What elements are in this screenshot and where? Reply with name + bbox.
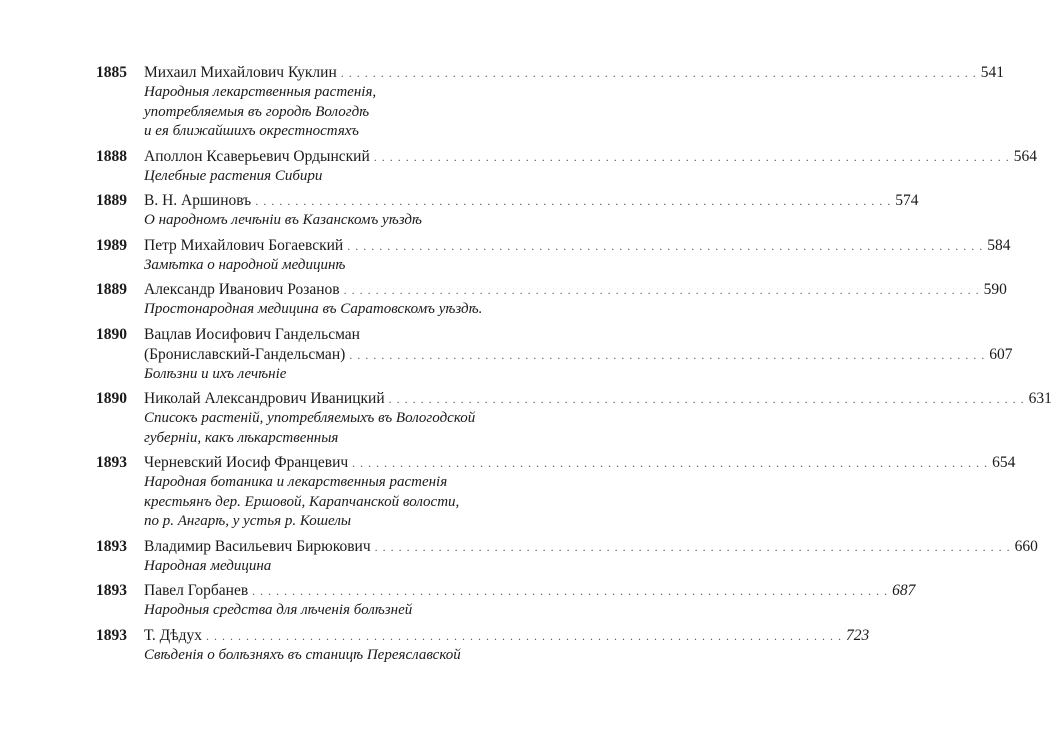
toc-entry	[96, 236, 1011, 276]
dot-leader: . . . . . . . . . . . . . . . . . . . . . . . . . . . . . . . . . . . . . . . . . . . . . . . . . . . . . . . . . . . . . . . . . . . . . . . . . . . . . . . .	[349, 347, 986, 362]
entry-year: 1893	[96, 582, 127, 599]
work-title: Народныя средства для лѣченія болѣзней	[144, 602, 413, 618]
entry-year: 1893	[96, 454, 127, 471]
toc-entry	[96, 191, 919, 231]
toc-entry	[96, 581, 916, 621]
page-number: 584	[987, 236, 1011, 254]
entry-body	[144, 537, 1038, 577]
toc-entry	[96, 453, 1016, 532]
page-number: 564	[1013, 147, 1037, 165]
author-line	[144, 147, 1037, 167]
author-line	[144, 191, 919, 211]
work-title: Народная ботаника и лекарственныя растенія крестьянъ дер. Ершовой, Карапчанской волости, по р. Ангарѣ, у устья р. Кошелы	[144, 474, 460, 529]
dot-leader: . . . . . . . . . . . . . . . . . . . . . . . . . . . . . . . . . . . . . . . . . . . . . . . . . . . . . . . . . . . . . . . . . . . . . . . . . . . . . . . .	[388, 392, 1025, 406]
page-number: 574	[895, 192, 919, 209]
table-of-contents	[96, 63, 1052, 670]
author-line	[144, 63, 1005, 83]
author-name: Петр Михайлович Богаевский	[144, 236, 344, 254]
work-title: Замѣтка о народной медицинѣ	[144, 256, 346, 273]
entry-year: 1888	[96, 147, 127, 165]
page-number: 541	[980, 64, 1005, 81]
work-title: Целебные растения Сибири	[144, 167, 323, 184]
entry-year: 1889	[96, 192, 127, 209]
page-number: 687	[892, 582, 916, 599]
dot-leader: . . . . . . . . . . . . . . . . . . . . . . . . . . . . . . . . . . . . . . . . . . . . . . . . . . . . . . . . . . . . . . . . . . . . . . . . . . . . . . . .	[252, 584, 889, 598]
entry-body	[144, 389, 1052, 448]
author-line	[144, 345, 1013, 365]
entry-body	[144, 280, 1007, 320]
entry-year: 1893	[96, 537, 127, 555]
author-line	[144, 453, 1016, 473]
work-title: Народныя лекарственныя растенія, употребляемыя въ городѣ Вологдѣ и ея ближайшихъ окрестностяхъ	[144, 84, 377, 139]
entry-body	[144, 191, 919, 231]
entry-body	[144, 236, 1011, 276]
work-title: Народная медицина	[144, 557, 272, 574]
page-number: 631	[1028, 390, 1052, 407]
author-line	[144, 389, 1052, 409]
dot-leader: . . . . . . . . . . . . . . . . . . . . . . . . . . . . . . . . . . . . . . . . . . . . . . . . . . . . . . . . . . . . . . . . . . . . . . . . . . . . . . . .	[340, 66, 977, 80]
author-name: В. Н. Аршиновъ	[144, 192, 252, 209]
author-line	[144, 626, 870, 646]
page-number: 607	[989, 345, 1013, 363]
entry-body	[144, 325, 1013, 385]
author-name: Т. Дѣдух	[144, 626, 203, 644]
toc-entry	[96, 147, 1037, 187]
dot-leader: . . . . . . . . . . . . . . . . . . . . . . . . . . . . . . . . . . . . . . . . . . . . . . . . . . . . . . . . . . . . . . . . . . . . . . . . . . . . . . . .	[255, 194, 892, 208]
toc-entry	[96, 325, 1013, 385]
author-name: Михаил Михайлович Куклин	[144, 64, 337, 81]
entry-year: 1893	[96, 626, 127, 644]
page-number: 590	[983, 281, 1007, 298]
entry-body	[144, 147, 1037, 187]
author-name: Вацлав Иосифович Гандельсман	[144, 325, 360, 343]
entry-body	[144, 626, 870, 666]
work-title: О народномъ лечѣніи въ Казанскомъ уѣздѣ	[144, 212, 422, 228]
entry-year: 1890	[96, 325, 127, 343]
author-line	[144, 581, 916, 601]
dot-leader: . . . . . . . . . . . . . . . . . . . . . . . . . . . . . . . . . . . . . . . . . . . . . . . . . . . . . . . . . . . . . . . . . . . . . . . . . . . . . . . .	[347, 238, 984, 253]
entry-body	[144, 453, 1016, 532]
work-title: Списокъ растеній, употребляемыхъ въ Вологодской губерніи, какъ лѣкарственныя	[144, 410, 476, 446]
author-line	[144, 325, 488, 345]
toc-entry	[96, 626, 870, 666]
entry-body	[144, 581, 916, 621]
author-line	[144, 537, 1038, 557]
work-title: Простонародная медицина въ Саратовскомъ уѣздѣ.	[144, 301, 483, 317]
entry-year: 1889	[96, 281, 127, 298]
toc-entry	[96, 63, 1005, 142]
author-line	[144, 236, 1011, 256]
author-name: Черневский Иосиф Францевич	[144, 454, 349, 471]
entry-year: 1890	[96, 390, 127, 407]
dot-leader: . . . . . . . . . . . . . . . . . . . . . . . . . . . . . . . . . . . . . . . . . . . . . . . . . . . . . . . . . . . . . . . . . . . . . . . . . . . . . . . .	[374, 539, 1011, 554]
dot-leader: . . . . . . . . . . . . . . . . . . . . . . . . . . . . . . . . . . . . . . . . . . . . . . . . . . . . . . . . . . . . . . . . . . . . . . . . . . . . . . . .	[343, 283, 980, 297]
entry-year: 1989	[96, 236, 127, 254]
page-number: 660	[1014, 537, 1038, 555]
author-name: (Брониславский-Гандельсман)	[144, 345, 346, 363]
author-name: Александр Иванович Розанов	[144, 281, 340, 298]
toc-entry	[96, 537, 1038, 577]
dot-leader: . . . . . . . . . . . . . . . . . . . . . . . . . . . . . . . . . . . . . . . . . . . . . . . . . . . . . . . . . . . . . . . . . . . . . . . . . . . . . . . .	[352, 456, 989, 470]
toc-entry	[96, 389, 1052, 448]
author-name: Аполлон Ксаверьевич Ордынский	[144, 147, 370, 165]
work-title: Болѣзни и ихъ лечѣніе	[144, 365, 287, 382]
page-number: 654	[992, 454, 1016, 471]
entry-body	[144, 63, 1005, 142]
dot-leader: . . . . . . . . . . . . . . . . . . . . . . . . . . . . . . . . . . . . . . . . . . . . . . . . . . . . . . . . . . . . . . . . . . . . . . . . . . . . . . . .	[373, 149, 1010, 164]
dot-leader: . . . . . . . . . . . . . . . . . . . . . . . . . . . . . . . . . . . . . . . . . . . . . . . . . . . . . . . . . . . . . . . . . . . . . . . . . . . . . . . .	[206, 628, 843, 643]
author-name: Владимир Васильевич Бирюкович	[144, 537, 371, 555]
author-name: Павел Горбанев	[144, 582, 249, 599]
page-number: 723	[846, 626, 870, 644]
author-name: Николай Александрович Иваницкий	[144, 390, 385, 407]
author-line	[144, 280, 1007, 300]
toc-entry	[96, 280, 1007, 320]
work-title: Свѣденія о болѣзняхъ въ станицѣ Переяславской	[144, 646, 461, 663]
entry-year: 1885	[96, 64, 127, 81]
